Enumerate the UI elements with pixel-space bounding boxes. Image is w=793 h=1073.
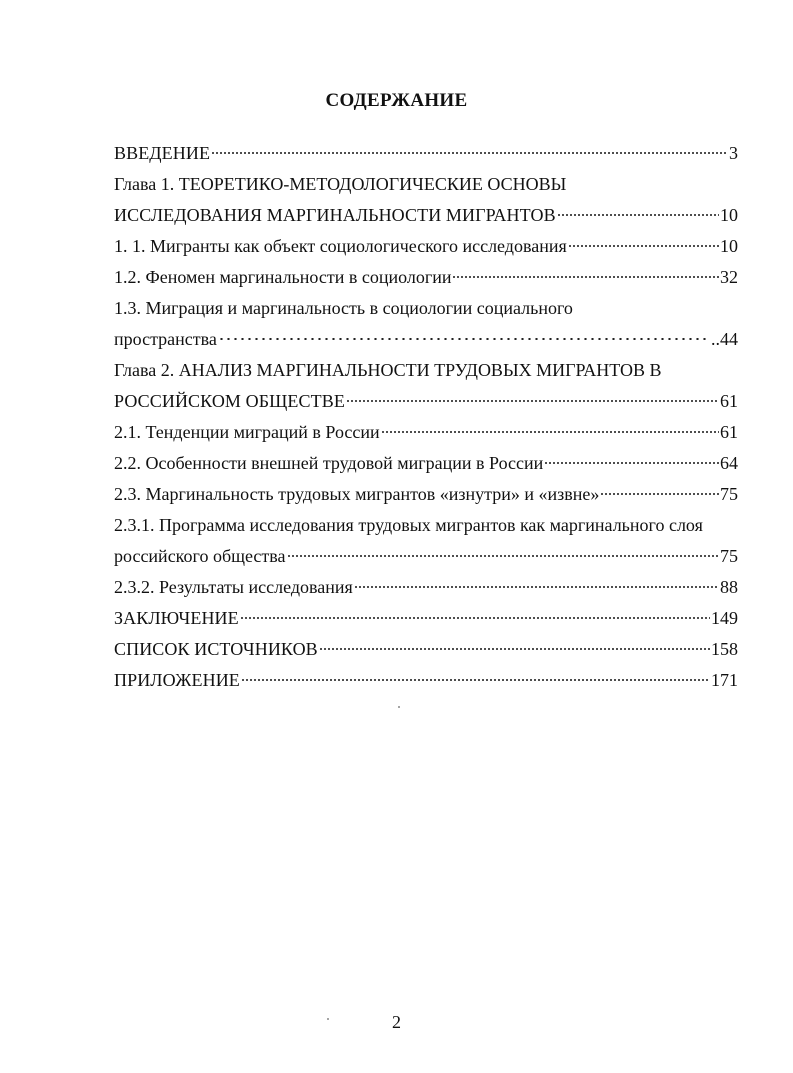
dot-leader [600, 493, 719, 495]
dot-leader [452, 276, 719, 278]
toc-entry-label: российского общества [114, 546, 286, 566]
dot-leader [319, 648, 710, 650]
toc-entry-section-2-3-1-line-1 [114, 510, 738, 541]
dot-leader [241, 679, 710, 681]
toc-entry-page: 3 [729, 143, 738, 163]
toc-entry-page: 149 [711, 608, 738, 628]
dot-leader [381, 431, 719, 433]
toc-entry-page: 88 [720, 577, 738, 597]
toc-entry-sources [114, 634, 738, 665]
toc-entry-page: 32 [720, 267, 738, 287]
toc-entry-page: 75 [720, 546, 738, 566]
toc-entry-section-2-3-1-line-2 [114, 541, 738, 572]
toc-entry-section-1-1 [114, 231, 738, 262]
toc-entry-section-2-3-2 [114, 572, 738, 603]
toc-entry-label: 1.3. Миграция и маргинальность в социологии социального [114, 298, 573, 318]
toc-entry-conclusion [114, 603, 738, 634]
toc-entry-label: ВВЕДЕНИЕ [114, 143, 211, 163]
toc-entry-page: 61 [720, 422, 738, 442]
toc-entry-label: пространства [114, 329, 217, 349]
dot-leader [218, 338, 710, 340]
toc-entry-page: 10 [720, 236, 738, 256]
toc-entry-section-1-3-line-1 [114, 293, 738, 324]
toc-entry-label: ЗАКЛЮЧЕНИЕ [114, 608, 239, 628]
toc-entry-label: Глава 1. ТЕОРЕТИКО-МЕТОДОЛОГИЧЕСКИЕ ОСНОВЫ [114, 174, 567, 194]
dot-leader [346, 400, 719, 402]
toc-entry-page: 158 [711, 639, 738, 659]
toc-entry-page: 171 [711, 670, 738, 690]
toc-entry-label: 2.2. Особенности внешней трудовой миграции в России [114, 453, 544, 473]
toc-entry-page: 61 [720, 391, 738, 411]
toc-entry-chapter-2-line-2 [114, 386, 738, 417]
dot-leader [354, 586, 719, 588]
toc-entry-label: СПИСОК ИСТОЧНИКОВ [114, 639, 318, 659]
toc-entry-section-2-3 [114, 479, 738, 510]
table-of-contents [114, 138, 738, 696]
toc-entry-label: 2.3. Маргинальность трудовых мигрантов «изнутри» и «извне» [114, 484, 600, 504]
toc-entry-label: РОССИЙСКОМ ОБЩЕСТВЕ [114, 391, 345, 411]
toc-entry-page: ..44 [711, 329, 738, 349]
toc-entry-appendix [114, 665, 738, 696]
toc-entry-label: Глава 2. АНАЛИЗ МАРГИНАЛЬНОСТИ ТРУДОВЫХ МИГРАНТОВ В [114, 360, 662, 380]
toc-entry-page: 10 [720, 205, 738, 225]
toc-entry-section-1-3-line-2 [114, 324, 738, 355]
toc-entry-label: 2.3.2. Результаты исследования [114, 577, 353, 597]
toc-entry-chapter-1-line-1 [114, 169, 738, 200]
toc-entry-label: 2.1. Тенденции миграций в России [114, 422, 380, 442]
toc-entry-label: ИССЛЕДОВАНИЯ МАРГИНАЛЬНОСТИ МИГРАНТОВ [114, 205, 556, 225]
scan-speck [398, 706, 400, 708]
dot-leader [568, 245, 719, 247]
dot-leader [211, 152, 728, 154]
toc-entry-label: 2.3.1. Программа исследования трудовых мигрантов как маргинального слоя [114, 515, 703, 535]
toc-entry-intro [114, 138, 738, 169]
toc-entry-label: 1.2. Феномен маргинальности в социологии [114, 267, 452, 287]
dot-leader [240, 617, 710, 619]
dot-leader [544, 462, 719, 464]
toc-entry-section-1-2 [114, 262, 738, 293]
toc-entry-section-2-2 [114, 448, 738, 479]
page-title: СОДЕРЖАНИЕ [325, 90, 468, 111]
page-number: 2 [392, 1012, 401, 1032]
toc-entry-label: ПРИЛОЖЕНИЕ [114, 670, 240, 690]
toc-entry-page: 64 [720, 453, 738, 473]
toc-entry-chapter-1-line-2 [114, 200, 738, 231]
toc-entry-page: 75 [720, 484, 738, 504]
dot-leader [557, 214, 719, 216]
toc-entry-label: 1. 1. Мигранты как объект социологического исследования [114, 236, 567, 256]
toc-entry-section-2-1 [114, 417, 738, 448]
toc-entry-chapter-2-line-1 [114, 355, 738, 386]
dot-leader [287, 555, 719, 557]
